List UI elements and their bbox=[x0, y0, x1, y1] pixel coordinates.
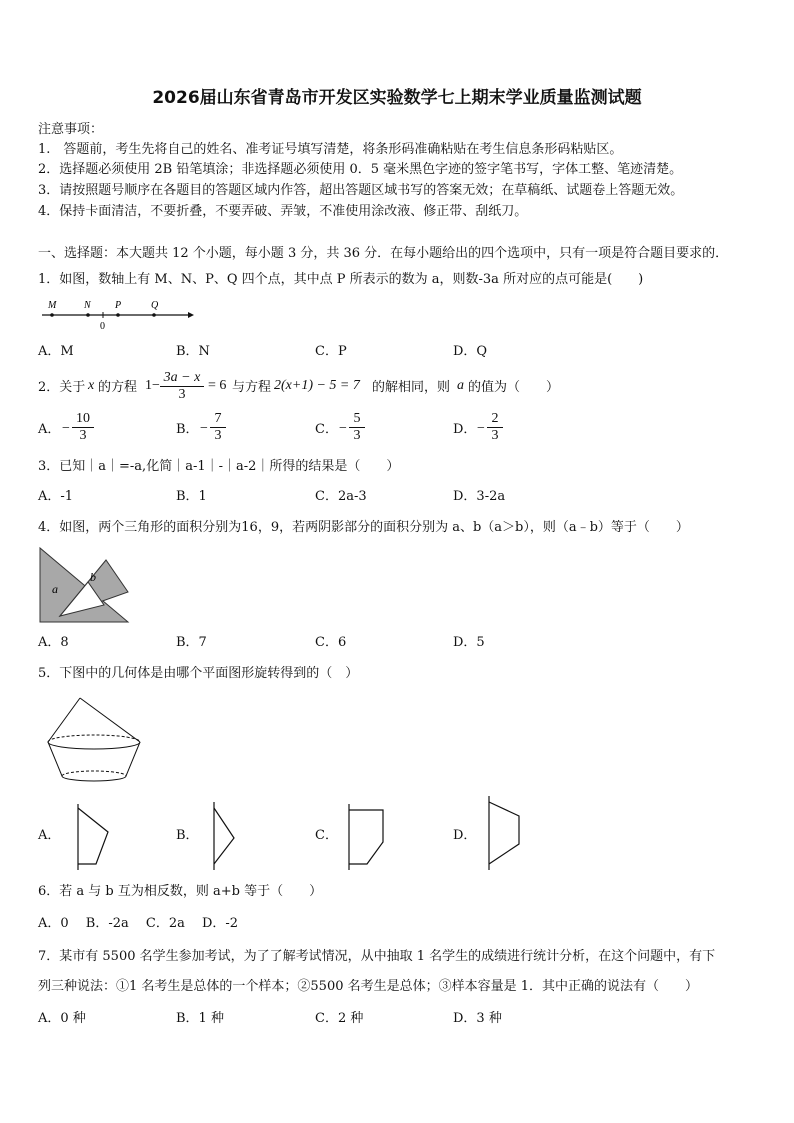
q2-option-b-label[interactable]: B． bbox=[176, 422, 199, 437]
q5-option-b-shape[interactable] bbox=[210, 800, 240, 872]
point-label-q: Q bbox=[151, 300, 159, 311]
question-2-mid3: 的解相同，则 bbox=[372, 380, 451, 395]
q2-option-c-sign: − bbox=[339, 421, 347, 436]
q5-option-d[interactable]: D． bbox=[453, 828, 477, 843]
q7-option-b[interactable]: B．1 种 bbox=[176, 1011, 224, 1026]
q5-option-c[interactable]: C． bbox=[315, 828, 338, 843]
q3-option-a[interactable]: A．-1 bbox=[38, 489, 74, 504]
q5-option-c-shape[interactable] bbox=[345, 802, 389, 872]
q7-option-d[interactable]: D．3 种 bbox=[453, 1011, 502, 1026]
q2-option-d-sign: − bbox=[477, 421, 485, 436]
question-2-mid1: 的方程 bbox=[98, 380, 138, 395]
shaded-label-a: a bbox=[52, 582, 58, 596]
q4-option-b[interactable]: B．7 bbox=[176, 635, 207, 650]
q7-option-a[interactable]: A．0 种 bbox=[38, 1011, 86, 1026]
notice-item-2: 2．选择题必须使用 2B 铅笔填涂；非选择题必须使用 0．5 毫米黑色字迹的签字笔书写，字体工整、笔迹清楚。 bbox=[38, 162, 683, 177]
q2-option-a-sign: − bbox=[62, 421, 70, 436]
question-2-lead: 2．关于 bbox=[38, 380, 86, 395]
q6-options[interactable]: A．0 B．-2a C．2a D．-2 bbox=[38, 916, 239, 931]
q2-option-a-label[interactable]: A． bbox=[38, 422, 61, 437]
question-7-line-2: 列三种说法：①1 名考生是总体的一个样本；②5500 名考生是总体；③样本容量是 1．其中正确的说法有（ ） bbox=[38, 979, 699, 994]
q2-option-d-den: 3 bbox=[491, 428, 499, 443]
q4-option-d[interactable]: D．5 bbox=[453, 635, 485, 650]
q5-option-d-shape[interactable] bbox=[485, 794, 529, 872]
q4-option-c[interactable]: C．6 bbox=[315, 635, 347, 650]
point-label-p: P bbox=[115, 300, 122, 311]
q2-option-d-label[interactable]: D． bbox=[453, 422, 477, 437]
q5-option-b[interactable]: B． bbox=[176, 828, 199, 843]
q2-option-a-num: 10 bbox=[72, 411, 94, 428]
q1-option-c[interactable]: C．P bbox=[315, 344, 347, 359]
q4-option-a[interactable]: A．8 bbox=[38, 635, 69, 650]
question-2-mid2: 与方程 bbox=[232, 380, 272, 395]
question-5-stem: 5．下图中的几何体是由哪个平面图形旋转得到的（ ） bbox=[38, 666, 359, 681]
q2-option-a-fraction[interactable] bbox=[72, 411, 94, 444]
q1-option-d[interactable]: D．Q bbox=[453, 344, 488, 359]
q2-option-d-num: 2 bbox=[487, 411, 503, 428]
q5-option-a-shape[interactable] bbox=[74, 802, 114, 872]
notice-heading: 注意事项： bbox=[38, 122, 104, 137]
number-line-figure bbox=[38, 298, 198, 334]
question-3-stem: 3．已知｜a｜=-a,化简｜a-1｜-｜a-2｜所得的结果是（ ） bbox=[38, 459, 400, 474]
q2-eq1-denominator: 3 bbox=[178, 387, 186, 402]
question-4-stem: 4．如图，两个三角形的面积分别为16，9，若两阴影部分的面积分别为 a、b（a＞b），则（a﹣b）等于（ ） bbox=[38, 520, 689, 535]
q2-var-a: a bbox=[457, 378, 464, 393]
q2-option-c-num: 5 bbox=[349, 411, 365, 428]
question-2-tail: 的值为（ ） bbox=[468, 380, 560, 395]
notice-item-3: 3．请按照题号顺序在各题目的答题区域内作答，超出答题区域书写的答案无效；在草稿纸、试题卷上答题无效。 bbox=[38, 183, 684, 198]
q2-eq1-fraction bbox=[160, 370, 204, 403]
q2-option-b-fraction[interactable] bbox=[210, 411, 226, 444]
question-7-line-1: 7．某市有 5500 名学生参加考试，为了了解考试情况，从中抽取 1 名学生的成绩进行统计分析，在这个问题中，有下 bbox=[38, 949, 716, 964]
q2-option-b-sign: − bbox=[200, 421, 208, 436]
q2-option-b-den: 3 bbox=[214, 428, 222, 443]
q5-option-a[interactable]: A． bbox=[38, 828, 61, 843]
q3-option-c[interactable]: C．2a-3 bbox=[315, 489, 367, 504]
q3-option-b[interactable]: B．1 bbox=[176, 489, 207, 504]
q2-option-b-num: 7 bbox=[210, 411, 226, 428]
shaded-label-b: b bbox=[90, 570, 96, 584]
notice-item-1: 1. 答题前，考生先将自己的姓名、准考证号填写清楚，将条形码准确粘贴在考生信息条形码粘贴区。 bbox=[38, 142, 623, 157]
question-1-stem: 1．如图，数轴上有 M、N、P、Q 四个点，其中点 P 所表示的数为 a，则数-3a 所对应的点可能是( ) bbox=[38, 272, 644, 287]
q2-option-c-label[interactable]: C． bbox=[315, 422, 338, 437]
notice-item-4: 4．保持卡面清洁，不要折叠，不要弄破、弄皱，不准使用涂改液、修正带、刮纸刀。 bbox=[38, 204, 528, 219]
q7-option-c[interactable]: C．2 种 bbox=[315, 1011, 364, 1026]
solid-figure bbox=[44, 696, 144, 786]
triangles-figure bbox=[38, 546, 130, 624]
q2-option-c-fraction[interactable] bbox=[349, 411, 365, 444]
q2-option-a-den: 3 bbox=[79, 428, 87, 443]
q2-eq2: 2(x+1) − 5 = 7 bbox=[274, 378, 360, 393]
q2-eq1-right: = 6 bbox=[208, 378, 227, 393]
page-title: 2026届山东省青岛市开发区实验数学七上期末学业质量监测试题 bbox=[152, 88, 642, 108]
q2-var-x: x bbox=[88, 378, 95, 393]
q2-option-d-fraction[interactable] bbox=[487, 411, 503, 444]
q1-option-b[interactable]: B．N bbox=[176, 344, 210, 359]
q3-option-d[interactable]: D．3-2a bbox=[453, 489, 506, 504]
section-heading: 一、选择题：本大题共 12 个小题，每小题 3 分，共 36 分．在每小题给出的四个选项中，只有一项是符合题目要求的． bbox=[38, 246, 729, 261]
question-6-stem: 6．若 a 与 b 互为相反数，则 a+b 等于（ ） bbox=[38, 884, 323, 899]
q1-option-a[interactable]: A．M bbox=[38, 344, 74, 359]
q2-eq1-left: 1− bbox=[145, 378, 160, 393]
point-label-n: N bbox=[84, 300, 91, 311]
origin-label: 0 bbox=[100, 321, 105, 332]
q2-option-c-den: 3 bbox=[353, 428, 361, 443]
q2-eq1-numerator: 3a − x bbox=[160, 370, 204, 387]
point-label-m: M bbox=[48, 300, 57, 311]
